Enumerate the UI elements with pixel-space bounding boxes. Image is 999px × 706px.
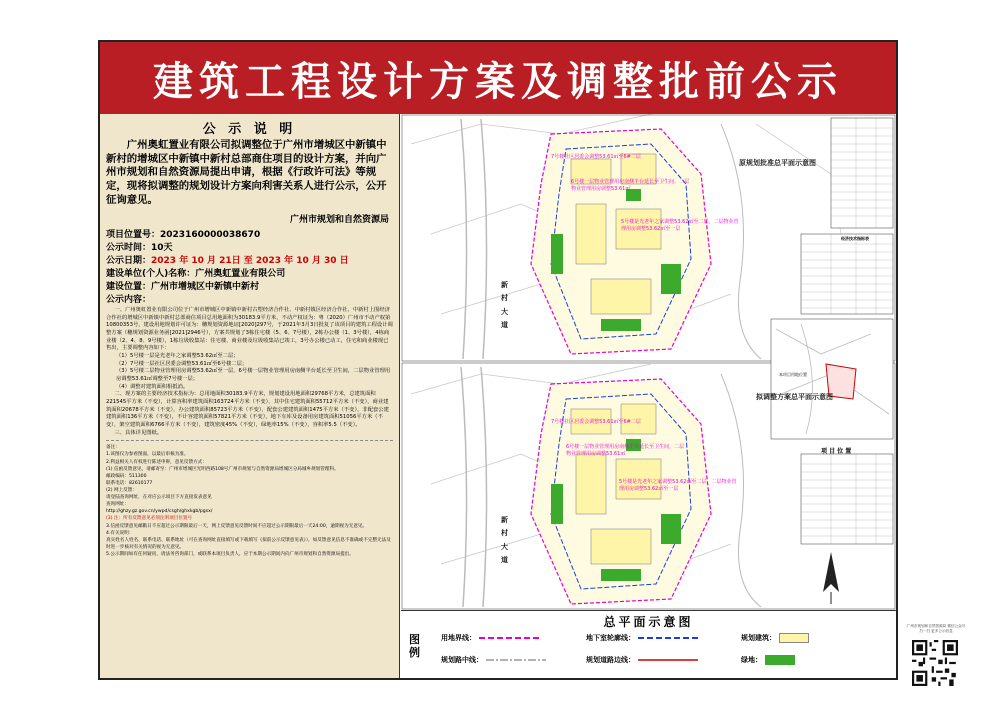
remark-line: 4.有关说明：: [106, 530, 134, 536]
remark-line: (1) 信函反馈意见，请邮寄至：广州市增城区光明西路108号广州市规划与自然资源局增城区分局城乡规划管理科。: [106, 466, 339, 472]
index-table-title: 经济技术指标表: [841, 236, 869, 241]
remark-line: 请登陆查询网址，在对应公示项目下方直接发表意见: [106, 495, 212, 501]
road-centerline-swatch: [486, 655, 546, 665]
applicant-line: 建设单位(个人)名称：广州奥虹置业有限公司: [106, 268, 286, 279]
project-number: 2023160000038670: [160, 229, 261, 240]
original-plan-title: 原规划批准总平面示意图: [739, 159, 816, 167]
remarks-list: [106, 444, 393, 558]
index-table-mid: [801, 234, 893, 314]
content-paragraph: （2）7号楼一层社区居委会调整53.61㎡至6号楼二层；: [116, 360, 248, 367]
remark-line: 联系电话：82610177: [106, 480, 153, 486]
legend-item-green: 绿地：: [741, 655, 795, 665]
content-paragraph: （4）调整对建筑面积相抵消。: [116, 383, 189, 390]
notice-sheet: [98, 40, 898, 680]
building-fill-swatch: [779, 633, 809, 643]
legend-item-building: 规划建筑：: [741, 633, 809, 643]
basement-line-swatch: [638, 633, 698, 643]
remark-line[interactable]: http://ghzy.gz.gov.cn/ywpd/csgh/ghxkgb/pgsx/: [106, 509, 213, 515]
notice-signature: 广州市规划和自然资源局: [289, 214, 389, 225]
remark-line: 真实姓名人姓名、联系电话、联系地址（可在查询网址直接填写或下载填写《拟前公示反馈意见表》），如反馈意见信息不准确或不完整无法及时进一步核对有关情况的视为无意见。: [106, 537, 391, 550]
road-edge-swatch: [638, 655, 698, 665]
content-paragraphs: [106, 307, 393, 437]
section-divider: [106, 440, 393, 441]
dates-value: 2023 年 10 月 21日 至 2023 年 10 月 30 日: [151, 255, 349, 266]
location-value: 广州市增城区中新镇中新村: [151, 281, 260, 292]
index-table-top: [831, 118, 893, 228]
legend-item-road-edge: 规划道路边线：: [586, 655, 698, 665]
annotation-top-1: 7号楼社区居委会调整53.61㎡至6#二层: [551, 154, 641, 160]
annotation-bottom-2: 6号楼一层物业管理用房南侧半台延长至卫生间，二层物业管理用房调整53.61㎡: [566, 444, 685, 457]
annotation-top-3: 5号楼是光老年之家调整53.62㎡至二层，二层物业管理用房调整53.62㎡至一层: [621, 219, 739, 232]
period-value: 10天: [151, 242, 173, 253]
content-paragraph: 二、现方案的主要经济技术指标为：总用地面积30183.9平方米，规划建设用地面积29768平方米，总建筑面积221545平方米（不变），计算容积率建筑面积163724平方米（不变），其中住宅建筑面积55712平方米（不变），商业建筑面积20678平方米（不变），办公建筑面积85723平方米（不变），配套公建建筑面积1475平方米（不变），非配套公建建筑面积136平方米（不变），不计容建筑面积57821平方米（不变），地下车库及设备用房建筑面积51056平方米（不变），架空建筑面积6766平方米（不变），建筑密度45%（不变），绿地率15%（不变），容积率5.5（不变）。: [106, 391, 389, 429]
remark-line: 5.公示期间如有任何疑问，请法务咨询部门，或联系本项目负责人，应于本期公示期间内向广州市规划和自然资源局提出。: [106, 552, 354, 558]
notice-body: 广州奥虹置业有限公司拟调整位于广州市增城区中新镇中新村的增城区中新镇中新村总部商住项目的设计方案，并向广州市规划和自然资源局提出申请，根据《行政许可法》等规定，现将拟调整的规划设计方案向利害关系人进行公示，公开征询意见。: [106, 139, 387, 206]
annotation-top-2: 6号楼一层物业管理用房南侧半台延长至卫生间，二层物业管理用房调整53.61㎡: [571, 179, 690, 192]
annotation-bottom-3: 5号楼是光老年之家调整53.62㎡至二层，二层物业管理用房调整53.62㎡至一层: [619, 479, 737, 492]
period-line: 公示时间：10天: [106, 242, 173, 253]
page-title: 建筑工程设计方案及调整批前公示: [153, 58, 843, 105]
project-location-table-title: 项 目 位 置: [821, 448, 852, 455]
qr-code-icon[interactable]: [912, 640, 958, 686]
legend-side-label: 图例: [409, 633, 420, 660]
legend-item-basement: 地下室轮廓线：: [586, 633, 698, 643]
remark-line: 邮政编码：511300: [106, 473, 147, 479]
remark-line: 备注：: [106, 445, 120, 451]
notice-heading: 公 示 说 明: [202, 122, 297, 137]
remark-line: (2) 网上反馈：: [106, 488, 137, 494]
legend-item-road-center: 规划路中线：: [441, 655, 546, 665]
dates-line: 公示日期：2023 年 10 月 21日 至 2023 年 10 月 30 日: [106, 255, 349, 266]
remark-line: 查询网址：: [106, 502, 129, 508]
adjusted-plan-title: 拟调整方案总平面示意图: [756, 393, 833, 401]
annotation-bottom-1: 7号楼社区居委会调整53.61㎡至6#二层: [551, 419, 641, 425]
project-number-line: 项目位置号：2023160000038670: [106, 229, 261, 240]
location-line: 建设位置：广州市增城区中新镇中新村: [106, 281, 260, 292]
content-paragraph: 一、广州奥虹置业有限公司位于广州市增城区中新镇中新村古塱经济合作社、中新村镇区经济合作社、中新村上围经济合作社的增城区中新镇中新村总部商住项目总用地面积为30183.9平方米，不动产权证为：粤（2020）广州市不动产权第10800353号，建设用地规划许可证为：穗规划资源地证[2020]297号，于2021年3月3日批复了该项目的建筑工程设计调整方案（穗规划资源业务函[2021]2946号），方案共规划了3栋住宅楼（5、6、7号楼），2栋办公楼（1、3号楼），4栋商业楼（2、4、8、9号楼），1栋垃圾收集站：住宅楼、商业楼及垃圾收集站已竣工，3号办公楼已动工，住宅和商业楼现已售出，主要调整内容如下：: [106, 306, 393, 352]
remark-line: (3) 注：所有反馈意见必须注明项目位置号: [106, 516, 193, 522]
content-paragraph: （1）5号楼一层是光老年之家调整53.62㎡至二层；: [116, 352, 239, 359]
legend-title: 总平面示意图: [603, 615, 694, 629]
content-label: 公示内容：: [106, 294, 152, 305]
legend-item-boundary: 用地界线：: [441, 633, 539, 643]
content-paragraph: 三、具体详见图纸。: [114, 429, 163, 436]
green-fill-swatch: [765, 655, 795, 665]
title-banner: [100, 42, 896, 114]
notice-panel: [100, 114, 400, 678]
index-table-bottom: [801, 454, 893, 544]
remark-line: 3.信函反馈意见邮戳日不应超过公示期限最后一天，网上反馈意见反馈时间不应超过公示期限最后一天24:00，逾期视为无意见。: [106, 523, 368, 529]
boundary-line-swatch: [479, 633, 539, 643]
content-paragraph: （3）5号楼二层物业管理用房调整53.62㎡至一层，6号楼一层物业管理用房南侧半台延长至卫生间，二层物业管理用房调整53.61㎡调整至7号楼一层；: [116, 368, 391, 382]
remark-line: 2.利益相关人有权进行陈述申辩，意见反馈方式：: [106, 459, 207, 465]
location-note: 本项目用地位置: [779, 372, 807, 377]
legend: [401, 610, 896, 678]
plan-panel: [401, 114, 896, 678]
qr-caption: 广州市规划和自然资源局 微信公众号 扫一扫 更多公示信息: [906, 624, 966, 634]
road-label-top: 新村大道: [501, 281, 508, 329]
location-map: [771, 319, 893, 439]
applicant-value: 广州奥虹置业有限公司: [195, 268, 286, 279]
remark-line: 1.该图仅为参看图面，以最后审核为准。: [106, 452, 189, 458]
road-label-bottom: 新村大道: [501, 516, 508, 564]
